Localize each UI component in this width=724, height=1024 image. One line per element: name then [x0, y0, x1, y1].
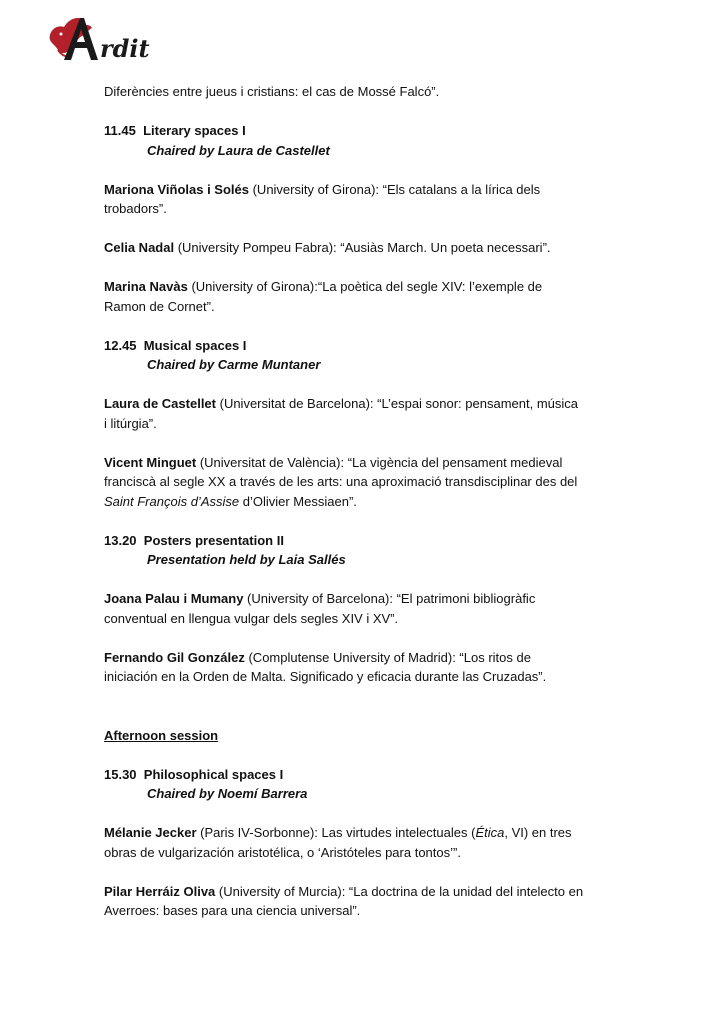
talk-detail: conventual en llengua vulgar dels segles XIV i XV”. — [104, 610, 399, 626]
session-chair: Presentation held by Laia Sallés — [147, 552, 346, 567]
talk-detail: Averroes: bases para una ciencia universal”. — [104, 903, 361, 918]
talk-detail: franciscà al segle XX a través de les arts: una aproximació transdisciplinar des del — [104, 474, 578, 489]
talk-item — [104, 882, 634, 921]
talk-detail: d’Olivier Messiaen”. — [239, 493, 357, 509]
session-time: 12.45 — [104, 337, 137, 353]
session-chair: Chaired by Noemí Barrera — [147, 786, 308, 801]
speaker-name: Mariona Viñolas i Solés — [104, 181, 249, 197]
talk-item — [104, 589, 634, 628]
talk-item — [104, 823, 634, 862]
speaker-name: Joana Palau i Mumany — [104, 591, 244, 606]
speaker-name: Fernando Gil González — [104, 649, 245, 665]
session-chair: Chaired by Laura de Castellet — [147, 142, 330, 158]
talk-item — [104, 238, 634, 258]
speaker-name: Vicent Minguet — [104, 454, 197, 470]
program-page — [104, 82, 634, 940]
speaker-name: Celia Nadal — [104, 240, 175, 255]
talk-detail: obras de vulgarización aristotélica, o ‘Aristóteles para tontos’”. — [104, 844, 461, 860]
talk-item — [104, 394, 634, 433]
talk-detail: , VI) en tres — [504, 825, 572, 840]
speaker-name: Mélanie Jecker — [104, 825, 197, 840]
session-title: Musical spaces I — [143, 337, 247, 353]
talk-detail: (University of Murcia): “La doctrina de la unidad del intelecto en — [215, 883, 584, 899]
session-musical — [104, 336, 634, 512]
work-title: Ética — [475, 825, 505, 840]
talk-detail: i litúrgia”. — [104, 415, 157, 431]
speaker-name: Pilar Herráiz Oliva — [104, 883, 216, 899]
session-philosophical — [104, 765, 634, 921]
talk-detail: (Universitat de Barcelona): “L’espai sonor: pensament, música — [216, 396, 579, 411]
session-chair: Chaired by Carme Muntaner — [147, 357, 321, 372]
afternoon-session-heading: Afternoon session — [104, 727, 219, 743]
session-title: Philosophical spaces I — [143, 766, 284, 782]
work-title: Saint François d’Assise — [104, 493, 240, 509]
talk-detail: (University Pompeu Fabra): “Ausiàs March. Un poeta necessari”. — [174, 240, 551, 255]
logo-text: rdit — [100, 34, 150, 63]
talk-item — [104, 453, 634, 512]
talk-detail: (Complutense University of Madrid): “Los ritos de — [244, 649, 531, 665]
dragon-logo-icon — [44, 10, 164, 65]
session-time: 13.20 — [104, 532, 137, 548]
talk-detail: (University of Girona):“La poètica del segle XIV: l’exemple de — [187, 279, 543, 294]
talk-item — [104, 648, 634, 687]
intro-line: Diferències entre jueus i cristians: el cas de Mossé Falcó”. — [104, 84, 440, 99]
ardit-logo — [44, 10, 164, 65]
talk-detail: Ramon de Cornet”. — [104, 298, 215, 314]
session-literary — [104, 121, 634, 316]
session-title: Posters presentation II — [143, 532, 284, 548]
session-posters — [104, 531, 634, 687]
session-time: 11.45 — [104, 123, 136, 138]
session-title: Literary spaces I — [143, 123, 246, 138]
talk-detail: (University of Barcelona): “El patrimoni bibliogràfic — [243, 591, 536, 606]
talk-detail: iniciación en la Orden de Malta. Significado y eficacia durante las Cruzadas”. — [104, 669, 547, 684]
talk-detail: trobadors”. — [104, 201, 167, 216]
talk-item — [104, 180, 634, 219]
talk-detail: (University of Girona): “Els catalans a la lírica dels — [248, 181, 541, 197]
talk-item — [104, 277, 634, 316]
talk-detail: (Universitat de València): “La vigència del pensament medieval — [196, 454, 563, 470]
session-time: 15.30 — [104, 766, 137, 782]
talk-detail: (Paris IV-Sorbonne): Las virtudes intelectuales ( — [196, 825, 476, 840]
speaker-name: Marina Navàs — [104, 279, 188, 294]
speaker-name: Laura de Castellet — [104, 396, 216, 411]
